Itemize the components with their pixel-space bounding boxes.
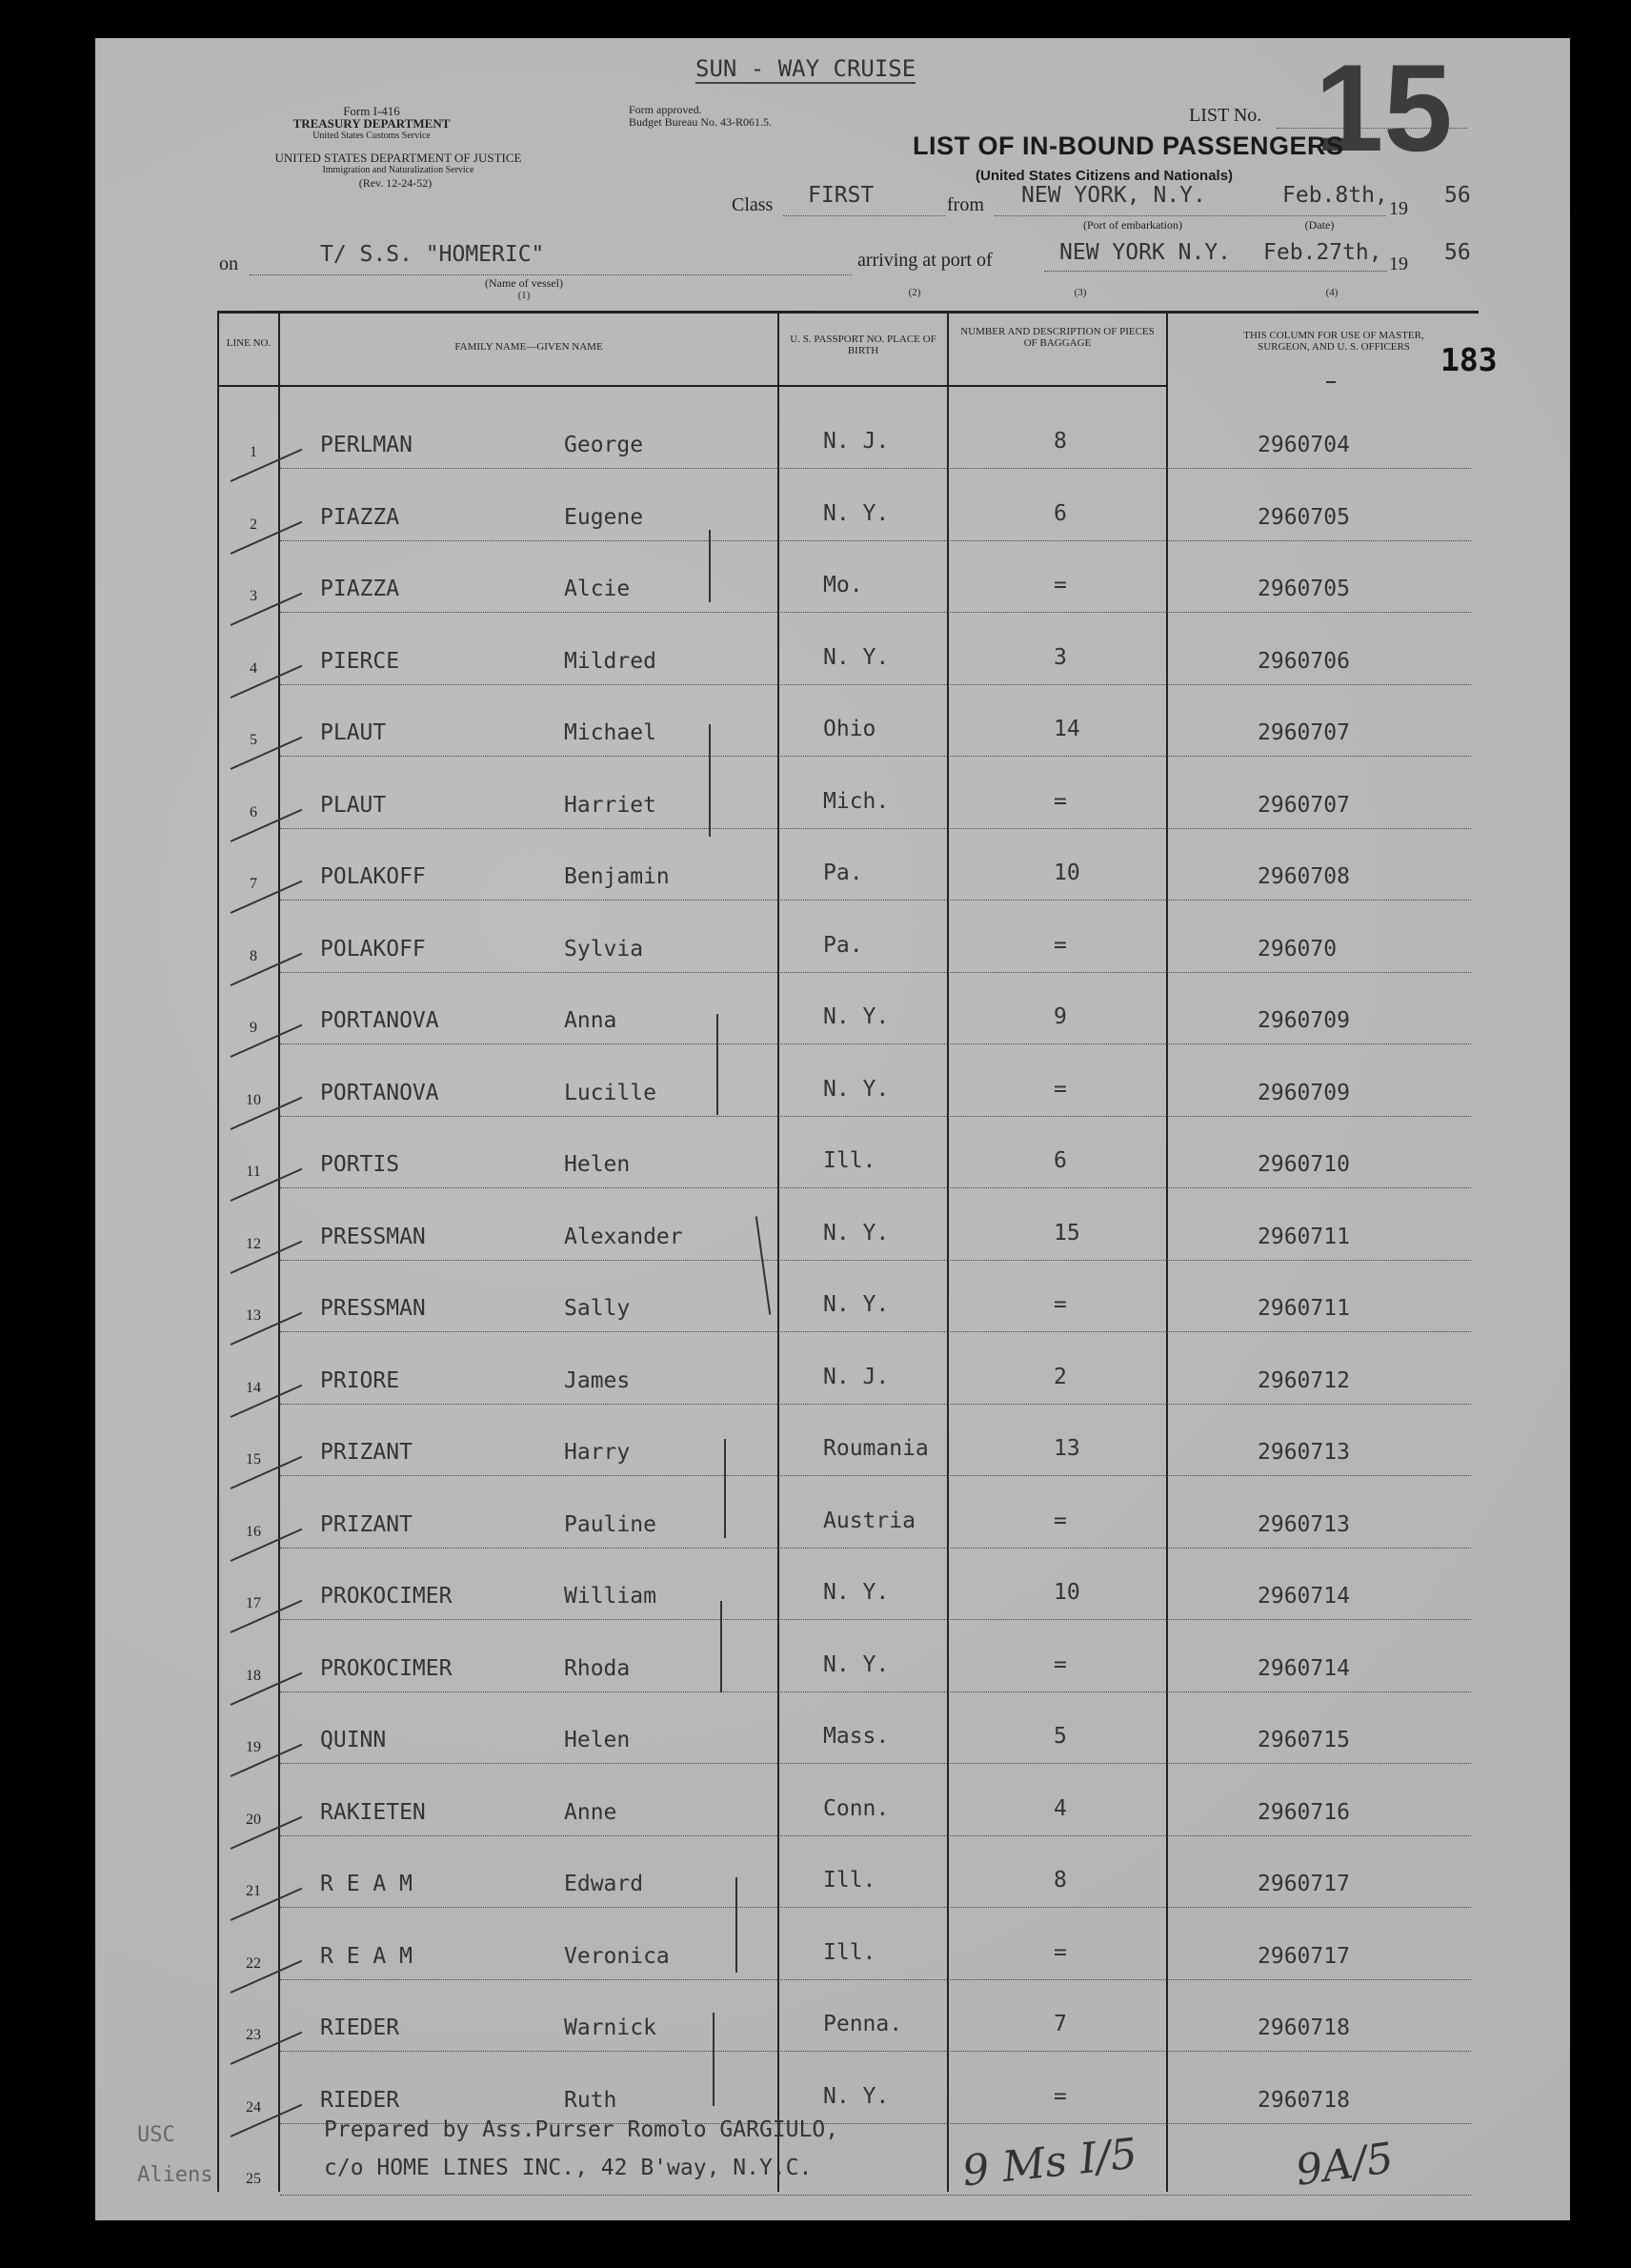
place-of-birth: Conn. [823, 1796, 890, 1821]
given-name: Harriet [564, 793, 656, 818]
place-of-birth: Mass. [823, 1724, 890, 1749]
given-name: Sally [564, 1296, 631, 1321]
line-number: 3 [250, 588, 257, 604]
given-name: Eugene [564, 505, 644, 530]
place-of-birth: Austria [823, 1509, 916, 1533]
name-column-header: FAMILY NAME—GIVEN NAME [454, 341, 603, 353]
place-of-birth: Ill. [823, 1868, 876, 1893]
row-rule [280, 827, 1471, 829]
handwritten-annotation: 9 Ms I/5 [959, 2129, 1139, 2197]
place-of-birth: N. Y. [823, 1004, 890, 1029]
line-number: 14 [246, 1380, 261, 1396]
line-number: 25 [246, 2171, 261, 2187]
officer-code: 2960714 [1258, 1584, 1350, 1609]
family-name: PLAUT [320, 793, 387, 818]
baggage-count: 10 [1054, 861, 1080, 885]
line-number: 16 [246, 1524, 261, 1540]
place-of-birth: Roumania [823, 1436, 929, 1461]
line-number: 6 [250, 804, 257, 820]
officer-code: 2960711 [1258, 1296, 1350, 1321]
ins-service: Immigration and Naturalization Service [322, 165, 474, 175]
family-name: PIERCE [320, 649, 400, 674]
port-of-embarkation: NEW YORK, N.Y. [1021, 183, 1206, 208]
row-rule [280, 1547, 1471, 1549]
family-name: PORTIS [320, 1152, 400, 1177]
row-rule [280, 1618, 1471, 1620]
line-number: 4 [250, 660, 257, 677]
line-number: 10 [246, 1092, 261, 1108]
family-bracket [735, 1877, 737, 1973]
baggage-count: 3 [1054, 645, 1067, 670]
officer-code: 2960707 [1258, 793, 1350, 818]
line-number: 2 [250, 516, 257, 533]
given-name: Edward [564, 1872, 644, 1896]
officer-code: 2960709 [1258, 1081, 1350, 1105]
vessel-caption: (Name of vessel) [485, 276, 563, 290]
family-name: PIAZZA [320, 505, 400, 530]
revision-date: (Rev. 12-24-52) [358, 176, 433, 190]
baggage-column-header: NUMBER AND DESCRIPTION OF PIECES OF BAGGAGE [960, 326, 1155, 349]
place-of-birth: Ill. [823, 1940, 876, 1965]
baggage-count: = [1054, 933, 1067, 958]
officer-code: 2960713 [1258, 1440, 1350, 1465]
list-number-label: LIST No. [1189, 105, 1262, 126]
place-of-birth: N. J. [823, 1365, 890, 1389]
family-name: PRIZANT [320, 1512, 413, 1537]
arrival-port: NEW YORK N.Y. [1059, 240, 1232, 265]
cruise-name: SUN - WAY CRUISE [695, 55, 916, 82]
family-name: PRIORE [320, 1368, 400, 1393]
baggage-count: = [1054, 789, 1067, 814]
form-approved: Form approved. [629, 103, 702, 116]
vessel-column-number: (1) [517, 290, 531, 301]
line-number: 19 [246, 1739, 261, 1755]
line-number: 7 [250, 876, 257, 892]
justice-dept: UNITED STATES DEPARTMENT OF JUSTICE [274, 151, 522, 165]
family-name: RIEDER [320, 2015, 400, 2040]
baggage-count: 6 [1054, 1148, 1067, 1173]
class-label: Class [732, 194, 774, 215]
family-name: PLAUT [320, 720, 387, 745]
prepared-address: c/o HOME LINES INC., 42 B'way, N.Y.C. [324, 2156, 813, 2180]
row-rule [280, 1691, 1471, 1692]
row-rule [280, 1978, 1471, 1980]
arrival-date: Feb.27th, [1263, 240, 1382, 265]
baggage-count: 15 [1054, 1221, 1080, 1245]
baggage-count: = [1054, 1509, 1067, 1533]
officer-code: 2960710 [1258, 1152, 1350, 1177]
vessel-name: T/ S.S. "HOMERIC" [320, 242, 545, 267]
family-name: PRESSMAN [320, 1296, 426, 1321]
baggage-count: = [1054, 573, 1067, 597]
family-name: R E A M [320, 1872, 413, 1896]
row-rule [280, 1043, 1471, 1044]
line-number: 15 [246, 1451, 261, 1468]
officer-code: 2960718 [1258, 2088, 1350, 2113]
officer-code: 2960715 [1258, 1728, 1350, 1752]
family-name: PROKOCIMER [320, 1656, 453, 1681]
row-rule [280, 2194, 1471, 2196]
given-name: Anna [564, 1008, 617, 1033]
family-name: PERLMAN [320, 433, 413, 457]
form-number: Form I-416 [343, 104, 400, 118]
place-of-birth: N. Y. [823, 501, 890, 526]
passport-column-header: U. S. PASSPORT NO. PLACE OF BIRTH [790, 334, 936, 356]
place-of-birth: Pa. [823, 861, 863, 885]
given-name: Alcie [564, 577, 631, 601]
baggage-count: 6 [1054, 501, 1067, 526]
baggage-count: 14 [1054, 717, 1080, 741]
family-name: POLAKOFF [320, 864, 426, 889]
on-label: on [219, 253, 238, 274]
family-name: PORTANOVA [320, 1081, 439, 1105]
baggage-count: = [1054, 2084, 1067, 2109]
officer-code: 2960705 [1258, 505, 1350, 530]
table-top-border [217, 311, 1479, 314]
given-name: Lucille [564, 1081, 656, 1105]
place-of-birth: Mo. [823, 573, 863, 597]
given-name: Harry [564, 1440, 631, 1465]
place-of-birth: N. J. [823, 429, 890, 454]
given-name: Pauline [564, 1512, 656, 1537]
officer-code: 2960708 [1258, 864, 1350, 889]
page-number: 183 [1440, 341, 1498, 378]
baggage-count: 13 [1054, 1436, 1080, 1461]
baggage-count: = [1054, 1292, 1067, 1317]
row-rule [280, 1115, 1471, 1117]
line-number: 18 [246, 1668, 261, 1684]
family-name: PIAZZA [320, 577, 400, 601]
officer-code: 296070 [1258, 937, 1338, 962]
budget-bureau: Budget Bureau No. 43-R061.5. [629, 115, 772, 129]
family-name: QUINN [320, 1728, 387, 1752]
from-label: from [947, 194, 984, 215]
baggage-count: 8 [1054, 1868, 1067, 1893]
row-rule [280, 899, 1471, 901]
given-name: George [564, 433, 644, 457]
given-name: Sylvia [564, 937, 644, 962]
row-rule [280, 1403, 1471, 1405]
prepared-by: Prepared by Ass.Purser Romolo GARGIULO, [324, 2117, 839, 2142]
given-name: Anne [564, 1800, 617, 1825]
row-rule [280, 1259, 1471, 1261]
officer-code: 2960714 [1258, 1656, 1350, 1681]
officers-column-header: THIS COLUMN FOR USE OF MASTER, SURGEON, AND U. S. OFFICERS [1243, 330, 1424, 353]
row-rule [280, 2050, 1471, 2052]
family-name: RIEDER [320, 2088, 400, 2113]
baggage-count: 4 [1054, 1796, 1067, 1821]
family-bracket [716, 1014, 718, 1115]
family-name: POLAKOFF [320, 937, 426, 962]
family-name: R E A M [320, 1944, 413, 1969]
line-number: 11 [246, 1164, 261, 1180]
baggage-count: 5 [1054, 1724, 1067, 1749]
baggage-count: 8 [1054, 429, 1067, 454]
baggage-count: 2 [1054, 1365, 1067, 1389]
baggage-count: 9 [1054, 1004, 1067, 1029]
officer-code: 2960716 [1258, 1800, 1350, 1825]
embarkation-year: 56 [1444, 183, 1471, 208]
line-number: 9 [250, 1020, 257, 1036]
line-number: 17 [246, 1595, 261, 1611]
officer-code: 2960706 [1258, 649, 1350, 674]
family-name: PRESSMAN [320, 1225, 426, 1249]
family-name: PRIZANT [320, 1440, 413, 1465]
family-bracket [709, 724, 711, 837]
baggage-count: = [1054, 1652, 1067, 1677]
family-bracket [724, 1439, 726, 1538]
officer-code: 2960713 [1258, 1512, 1350, 1537]
given-name: Veronica [564, 1944, 670, 1969]
row-rule [280, 1474, 1471, 1476]
given-name: Warnick [564, 2015, 656, 2040]
line-number: 22 [246, 1955, 261, 1972]
row-rule [280, 683, 1471, 685]
officer-code: 2960712 [1258, 1368, 1350, 1393]
arriving-label: arriving at port of [857, 250, 993, 271]
officer-code: 2960717 [1258, 1944, 1350, 1969]
line-number: 21 [246, 1883, 261, 1899]
document-title: LIST OF IN-BOUND PASSENGERS [913, 132, 1344, 160]
given-name: Helen [564, 1152, 631, 1177]
place-of-birth: N. Y. [823, 1292, 890, 1317]
place-of-birth: N. Y. [823, 1221, 890, 1245]
line-number: 23 [246, 2027, 261, 2043]
port-embarkation-caption: (Port of embarkation) [1083, 218, 1182, 232]
customs-service: United States Customs Service [312, 131, 431, 141]
officer-code: 2960718 [1258, 2015, 1350, 2040]
place-of-birth: N. Y. [823, 2084, 890, 2109]
baggage-count: 7 [1054, 2012, 1067, 2036]
list-number: 15 [1315, 38, 1453, 177]
place-of-birth: Ohio [823, 717, 876, 741]
given-name: Alexander [564, 1225, 683, 1249]
place-of-birth: N. Y. [823, 1077, 890, 1102]
embarkation-date: Feb.8th, [1282, 183, 1388, 208]
place-of-birth: Penna. [823, 2012, 903, 2036]
family-name: RAKIETEN [320, 1800, 426, 1825]
row-rule [280, 971, 1471, 973]
arrival-year-prefix: 19 [1389, 253, 1408, 274]
column-number-2: (2) [908, 287, 921, 298]
place-of-birth: Ill. [823, 1148, 876, 1173]
document-subtitle: (United States Citizens and Nationals) [976, 168, 1234, 184]
baggage-count: = [1054, 1940, 1067, 1965]
handwritten-annotation: 9A/5 [1292, 2134, 1397, 2196]
column-number-4: (4) [1325, 287, 1339, 298]
line-number: 5 [250, 732, 257, 748]
arrival-year: 56 [1444, 240, 1471, 265]
family-bracket [709, 530, 711, 602]
line-number: 13 [246, 1307, 261, 1324]
given-name: James [564, 1368, 631, 1393]
given-name: Benjamin [564, 864, 670, 889]
given-name: Mildred [564, 649, 656, 674]
officer-code: 2960707 [1258, 720, 1350, 745]
row-rule [280, 611, 1471, 613]
class-value: FIRST [808, 183, 875, 208]
row-rule [280, 1834, 1471, 1836]
row-rule [280, 1762, 1471, 1764]
baggage-count: 10 [1054, 1580, 1080, 1605]
place-of-birth: N. Y. [823, 1580, 890, 1605]
line-number: 20 [246, 1812, 261, 1828]
margin-stamp: Aliens [137, 2163, 213, 2187]
year-prefix: 19 [1389, 198, 1408, 219]
place-of-birth: N. Y. [823, 1652, 890, 1677]
row-rule [280, 1330, 1471, 1332]
treasury-dept: TREASURY DEPARTMENT [292, 116, 451, 131]
officer-code: 2960711 [1258, 1225, 1350, 1249]
given-name: Michael [564, 720, 656, 745]
officer-code: 2960709 [1258, 1008, 1350, 1033]
family-bracket [713, 2013, 715, 2106]
row-rule [280, 1906, 1471, 1908]
row-rule [280, 755, 1471, 757]
given-name: Rhoda [564, 1656, 631, 1681]
margin-stamp: USC [137, 2123, 175, 2147]
line-number: 1 [250, 444, 257, 460]
officer-code: 2960705 [1258, 577, 1350, 601]
row-rule [280, 1186, 1471, 1188]
place-of-birth: Pa. [823, 933, 863, 958]
baggage-count: = [1054, 1077, 1067, 1102]
place-of-birth: Mich. [823, 789, 890, 814]
line-number: 12 [246, 1236, 261, 1252]
date-caption: (Date) [1304, 218, 1335, 232]
row-rule [280, 467, 1471, 469]
line-number: 8 [250, 948, 257, 964]
given-name: William [564, 1584, 656, 1609]
column-number-3: (3) [1074, 287, 1087, 298]
family-bracket [720, 1601, 722, 1692]
family-name: PROKOCIMER [320, 1584, 453, 1609]
given-name: Ruth [564, 2088, 617, 2113]
family-name: PORTANOVA [320, 1008, 439, 1033]
row-rule [280, 539, 1471, 541]
officer-code: 2960717 [1258, 1872, 1350, 1896]
header-bottom-border [217, 385, 1166, 387]
given-name: Helen [564, 1728, 631, 1752]
line-number: 24 [246, 2099, 261, 2116]
place-of-birth: N. Y. [823, 645, 890, 670]
officer-code: 2960704 [1258, 433, 1350, 457]
line-column-header: LINE NO. [226, 337, 272, 349]
